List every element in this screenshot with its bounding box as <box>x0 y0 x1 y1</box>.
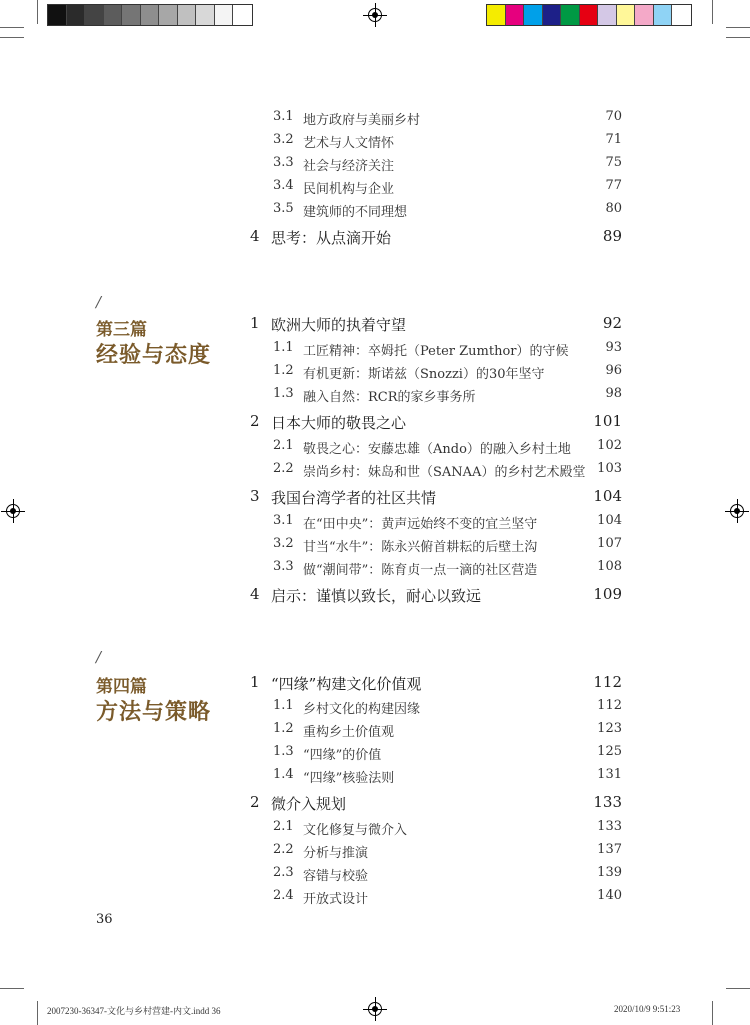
page-ref: 92 <box>602 314 622 332</box>
grey-swatch <box>141 5 160 25</box>
toc-chapter-row <box>0 673 750 693</box>
trim-mark <box>0 27 24 28</box>
chapter-number: 1 <box>250 673 260 691</box>
toc-subsection-row <box>0 865 750 885</box>
toc-chapter-row <box>0 412 750 432</box>
chapter-number: 3 <box>250 487 260 505</box>
toc-subsection-row <box>0 721 750 741</box>
trim-mark <box>712 0 713 24</box>
page-ref: 131 <box>597 767 622 782</box>
toc-subsection-row <box>0 513 750 533</box>
page-ref: 103 <box>597 461 622 476</box>
color-swatch <box>487 5 506 25</box>
part4-label: 第四篇 <box>96 677 147 697</box>
registration-mark-bottom-icon <box>366 1000 384 1018</box>
subsection-number: 3.1 <box>273 109 294 124</box>
subsection-title: 重构乡土价值观 <box>303 725 395 740</box>
subsection-number: 3.3 <box>273 155 294 170</box>
page-ref: 96 <box>605 363 622 378</box>
chapter-title: 欧洲大师的执着守望 <box>271 316 407 334</box>
subsection-title: 乡村文化的构建因缘 <box>303 702 421 717</box>
color-swatch <box>617 5 636 25</box>
page-ref: 75 <box>605 155 622 170</box>
subsection-title: 在“田中央”：黄声远始终不变的宜兰坚守 <box>303 517 538 532</box>
toc-subsection-row <box>0 155 750 175</box>
subsection-title: 民间机构与企业 <box>303 182 395 197</box>
toc-chapter-row <box>0 585 750 605</box>
color-swatch <box>561 5 580 25</box>
chapter-number: 2 <box>250 412 260 430</box>
toc-subsection-row <box>0 842 750 862</box>
slug-timestamp: 2020/10/9 9:51:23 <box>614 1004 681 1014</box>
subsection-title: “四缘”核验法则 <box>303 771 395 786</box>
toc-subsection-row <box>0 819 750 839</box>
toc-subsection-row <box>0 363 750 383</box>
subsection-number: 3.5 <box>273 201 294 216</box>
toc-subsection-row <box>0 536 750 556</box>
toc-subsection-row <box>0 386 750 406</box>
chapter-number: 4 <box>250 585 260 603</box>
page-ref: 71 <box>605 132 622 147</box>
subsection-title: 甘当“水牛”：陈永兴俯首耕耘的后壁土沟 <box>303 540 538 555</box>
grey-swatch <box>215 5 234 25</box>
grey-swatch <box>85 5 104 25</box>
toc-chapter-row <box>0 487 750 507</box>
subsection-number: 1.2 <box>273 721 294 736</box>
color-swatch <box>672 5 691 25</box>
page-ref: 107 <box>597 536 622 551</box>
subsection-number: 2.2 <box>273 842 294 857</box>
page-ref: 70 <box>605 109 622 124</box>
page-ref: 101 <box>593 412 622 430</box>
toc-subsection-row <box>0 698 750 718</box>
color-swatch <box>524 5 543 25</box>
grey-swatch <box>67 5 86 25</box>
subsection-number: 1.3 <box>273 386 294 401</box>
subsection-number: 1.4 <box>273 767 294 782</box>
page-number: 36 <box>96 912 113 927</box>
toc-subsection-row <box>0 178 750 198</box>
color-swatch <box>506 5 525 25</box>
color-swatch <box>543 5 562 25</box>
registration-mark-top-icon <box>366 6 384 24</box>
toc-subsection-row <box>0 438 750 458</box>
subsection-number: 3.1 <box>273 513 294 528</box>
subsection-title: 敬畏之心：安藤忠雄（Ando）的融入乡村土地 <box>303 442 571 457</box>
subsection-number: 1.2 <box>273 363 294 378</box>
toc-subsection-row <box>0 461 750 481</box>
chapter-title: 思考：从点滴开始 <box>271 229 392 247</box>
grey-swatch <box>233 5 252 25</box>
subsection-title: 做“潮间带”：陈育贞一点一滴的社区营造 <box>303 563 538 578</box>
subsection-title: 开放式设计 <box>303 892 369 907</box>
part3-title: 经验与态度 <box>96 342 212 368</box>
part4-slash: / <box>96 648 102 666</box>
page-ref: 139 <box>597 865 622 880</box>
page-ref: 133 <box>597 819 622 834</box>
part4-title: 方法与策略 <box>96 699 212 725</box>
subsection-number: 3.2 <box>273 132 294 147</box>
page-ref: 133 <box>593 793 622 811</box>
grey-swatch <box>48 5 67 25</box>
page-ref: 93 <box>605 340 622 355</box>
page-ref: 137 <box>597 842 622 857</box>
page-ref: 89 <box>602 227 622 245</box>
color-swatch <box>598 5 617 25</box>
page-ref: 77 <box>605 178 622 193</box>
chapter-title: 我国台湾学者的社区共情 <box>271 489 437 507</box>
slug-filename: 2007230-36347-文化与乡村营建-内文.indd 36 <box>47 1006 221 1016</box>
trim-mark <box>726 27 750 28</box>
subsection-title: 文化修复与微介入 <box>303 823 408 838</box>
subsection-title: 融入自然：RCR的家乡事务所 <box>303 390 476 405</box>
trim-mark <box>0 37 24 38</box>
subsection-number: 3.4 <box>273 178 294 193</box>
subsection-title: “四缘”的价值 <box>303 748 382 763</box>
grey-swatch <box>159 5 178 25</box>
toc-subsection-row <box>0 109 750 129</box>
trim-mark <box>37 1001 38 1025</box>
page-ref: 112 <box>593 673 622 691</box>
subsection-title: 崇尚乡村：妹岛和世（SANAA）的乡村艺术殿堂 <box>303 465 586 480</box>
page-ref: 108 <box>597 559 622 574</box>
page-ref: 112 <box>597 698 622 713</box>
subsection-title: 分析与推演 <box>303 846 369 861</box>
grey-swatch <box>122 5 141 25</box>
toc-subsection-row <box>0 559 750 579</box>
part3-label: 第三篇 <box>96 320 147 340</box>
grey-calibration-bar <box>47 4 253 26</box>
color-swatch <box>635 5 654 25</box>
subsection-title: 建筑师的不同理想 <box>303 205 408 220</box>
chapter-title: 日本大师的敬畏之心 <box>271 414 407 432</box>
trim-mark <box>726 988 750 989</box>
chapter-number: 4 <box>250 227 260 245</box>
trim-mark <box>726 37 750 38</box>
toc-subsection-row <box>0 201 750 221</box>
toc-subsection-row <box>0 767 750 787</box>
page-ref: 98 <box>605 386 622 401</box>
page-ref: 109 <box>593 585 622 603</box>
subsection-number: 2.4 <box>273 888 294 903</box>
toc-chapter-row <box>0 227 750 247</box>
trim-mark <box>37 0 38 24</box>
color-calibration-bar <box>486 4 692 26</box>
chapter-title: 启示：谨慎以致长，耐心以致远 <box>271 587 482 605</box>
subsection-number: 3.3 <box>273 559 294 574</box>
subsection-title: 有机更新：斯诺兹（Snozzi）的30年坚守 <box>303 367 545 382</box>
toc-chapter-row <box>0 314 750 334</box>
subsection-number: 1.1 <box>273 340 294 355</box>
subsection-number: 2.1 <box>273 819 294 834</box>
grey-swatch <box>104 5 123 25</box>
subsection-title: 社会与经济关注 <box>303 159 395 174</box>
chapter-number: 2 <box>250 793 260 811</box>
grey-swatch <box>178 5 197 25</box>
part3-slash: / <box>96 293 102 311</box>
color-swatch <box>580 5 599 25</box>
page-ref: 102 <box>597 438 622 453</box>
subsection-title: 工匠精神：卒姆托（Peter Zumthor）的守候 <box>303 344 569 359</box>
chapter-title: “四缘”构建文化价值观 <box>271 675 422 693</box>
chapter-number: 1 <box>250 314 260 332</box>
subsection-number: 2.2 <box>273 461 294 476</box>
page-ref: 125 <box>597 744 622 759</box>
page-ref: 140 <box>597 888 622 903</box>
subsection-number: 1.1 <box>273 698 294 713</box>
subsection-number: 1.3 <box>273 744 294 759</box>
subsection-title: 地方政府与美丽乡村 <box>303 113 421 128</box>
toc-subsection-row <box>0 132 750 152</box>
page-ref: 80 <box>605 201 622 216</box>
subsection-number: 2.3 <box>273 865 294 880</box>
trim-mark <box>712 1001 713 1025</box>
toc-chapter-row <box>0 793 750 813</box>
toc-subsection-row <box>0 888 750 908</box>
color-swatch <box>654 5 673 25</box>
toc-subsection-row <box>0 340 750 360</box>
page-ref: 104 <box>593 487 622 505</box>
trim-mark <box>0 988 24 989</box>
subsection-title: 艺术与人文情怀 <box>303 136 395 151</box>
page-ref: 104 <box>597 513 622 528</box>
toc-subsection-row <box>0 744 750 764</box>
chapter-title: 微介入规划 <box>271 795 347 813</box>
grey-swatch <box>196 5 215 25</box>
subsection-number: 3.2 <box>273 536 294 551</box>
page-ref: 123 <box>597 721 622 736</box>
subsection-number: 2.1 <box>273 438 294 453</box>
subsection-title: 容错与校验 <box>303 869 369 884</box>
